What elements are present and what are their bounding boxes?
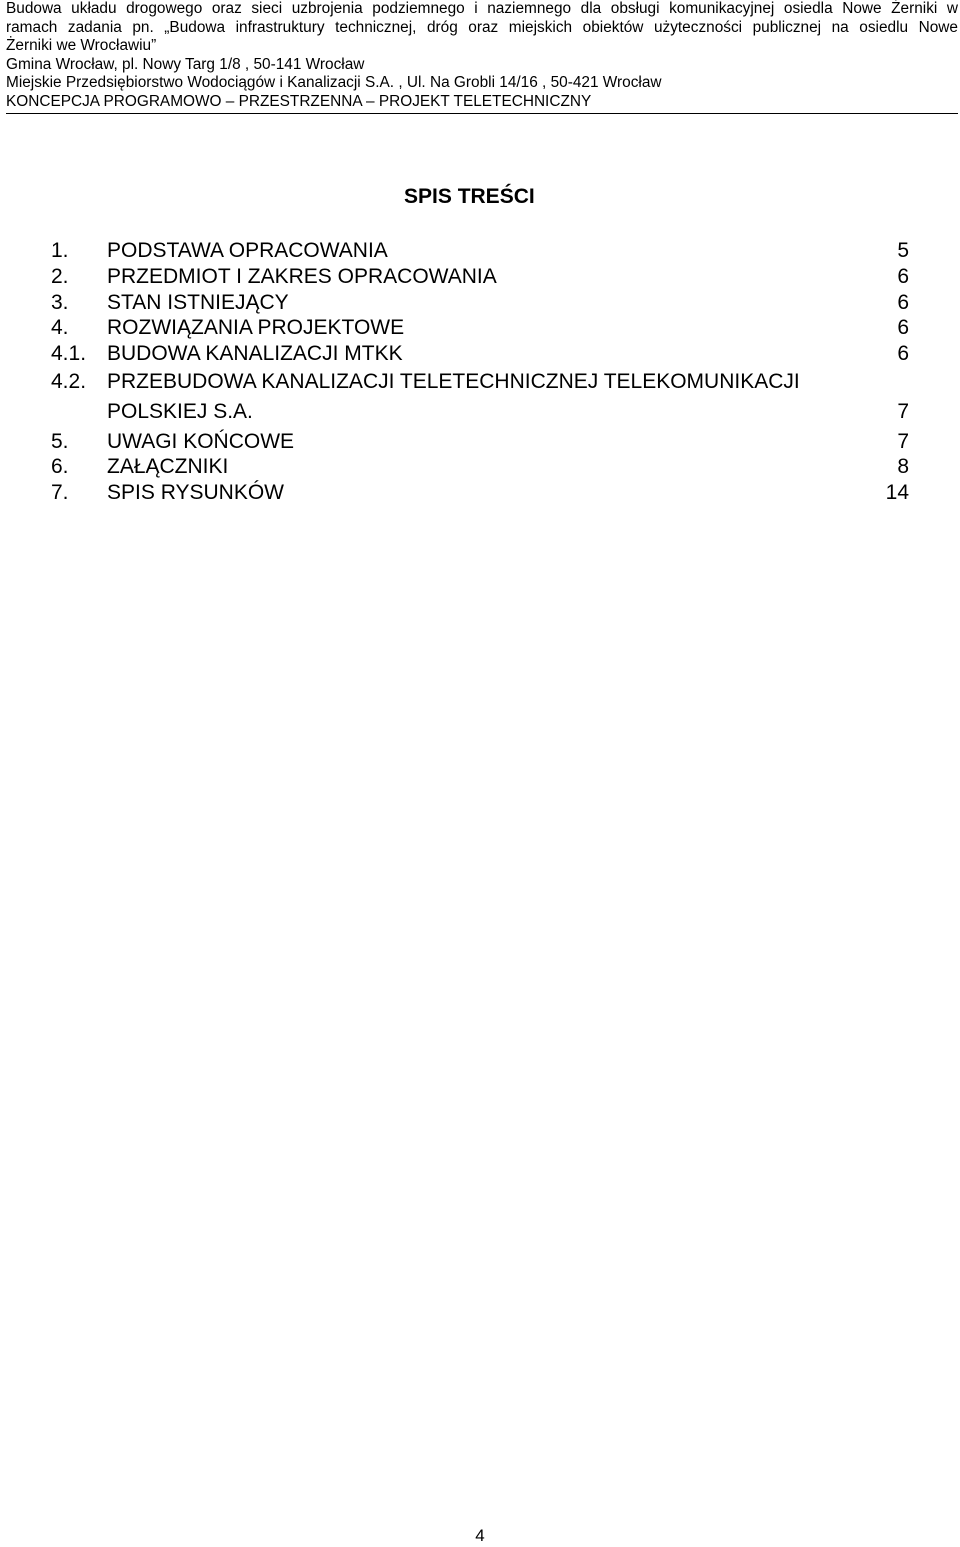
toc-entry-continuation[interactable] [0, 399, 960, 424]
toc-entry-title: PODSTAWA OPRACOWANIA [107, 239, 388, 262]
toc-entry-number: 2. [51, 265, 69, 288]
toc-entry-page: 6 [897, 291, 909, 314]
toc-entry[interactable] [0, 290, 960, 315]
page-number-value: 4 [475, 1526, 485, 1545]
header-line-project-title-1: Budowa układu drogowego oraz sieci uzbrojenia podziemnego i naziemnego dla obsługi komunikacyjnej osiedla Nowe Żerniki w [6, 0, 958, 17]
toc-entry-title: SPIS RYSUNKÓW [107, 481, 284, 504]
header-line-project-title-3: Żerniki we Wrocławiu” [6, 37, 157, 55]
toc-entry-page: 8 [897, 455, 909, 478]
toc-entry[interactable] [0, 264, 960, 289]
table-of-contents [0, 0, 960, 560]
toc-entry-page: 6 [897, 265, 909, 288]
toc-entry-page: 14 [885, 481, 909, 504]
toc-entry[interactable] [0, 315, 960, 340]
toc-entry-number: 5. [51, 430, 69, 453]
toc-entry[interactable] [0, 238, 960, 263]
toc-entry-number: 3. [51, 291, 69, 314]
toc-entry-number: 4.2. [51, 370, 87, 393]
toc-entry-title: ZAŁĄCZNIKI [107, 455, 229, 478]
toc-entry-page: 5 [897, 239, 909, 262]
toc-entry-title: BUDOWA KANALIZACJI MTKK [107, 342, 403, 365]
toc-entry-title: ROZWIĄZANIA PROJEKTOWE [107, 316, 405, 339]
toc-entry-number: 7. [51, 481, 69, 504]
header-line-document-type: KONCEPCJA PROGRAMOWO – PRZESTRZENNA – PROJEKT TELETECHNICZNY [6, 92, 592, 110]
toc-entry[interactable] [0, 429, 960, 454]
toc-entry-title: POLSKIEJ S.A. [107, 400, 253, 423]
toc-entry-number: 1. [51, 239, 69, 262]
toc-entry-number: 4. [51, 316, 69, 339]
toc-entry[interactable] [0, 480, 960, 505]
header-line-project-title-2: ramach zadania pn. „Budowa infrastruktury technicznej, dróg oraz miejskich obiektów użyteczności publicznej na osiedlu Nowe [6, 18, 958, 36]
toc-entry-page: 6 [897, 342, 909, 365]
toc-entry-page: 7 [897, 400, 909, 423]
toc-entry-title: STAN ISTNIEJĄCY [107, 291, 289, 314]
toc-title: SPIS TREŚCI [404, 185, 535, 208]
toc-entry-title: UWAGI KOŃCOWE [107, 430, 295, 453]
header-line-investor: Gmina Wrocław, pl. Nowy Targ 1/8 , 50-141 Wrocław [6, 55, 365, 73]
toc-entry-number: 6. [51, 455, 69, 478]
header-line-utility-company: Miejskie Przedsiębiorstwo Wodociągów i Kanalizacji S.A. , Ul. Na Grobli 14/16 , 50-421 Wrocław [6, 74, 662, 92]
toc-entry-page: 6 [897, 316, 909, 339]
toc-entry[interactable] [0, 454, 960, 479]
toc-entry-number: 4.1. [51, 342, 87, 365]
toc-entry-page: 7 [897, 430, 909, 453]
page-number [0, 1526, 960, 1546]
toc-entry[interactable] [0, 369, 960, 394]
toc-entry-title: PRZEBUDOWA KANALIZACJI TELETECHNICZNEJ TELEKOMUNIKACJI [107, 370, 800, 393]
toc-entry-title: PRZEDMIOT I ZAKRES OPRACOWANIA [107, 265, 497, 288]
toc-entry[interactable] [0, 341, 960, 366]
